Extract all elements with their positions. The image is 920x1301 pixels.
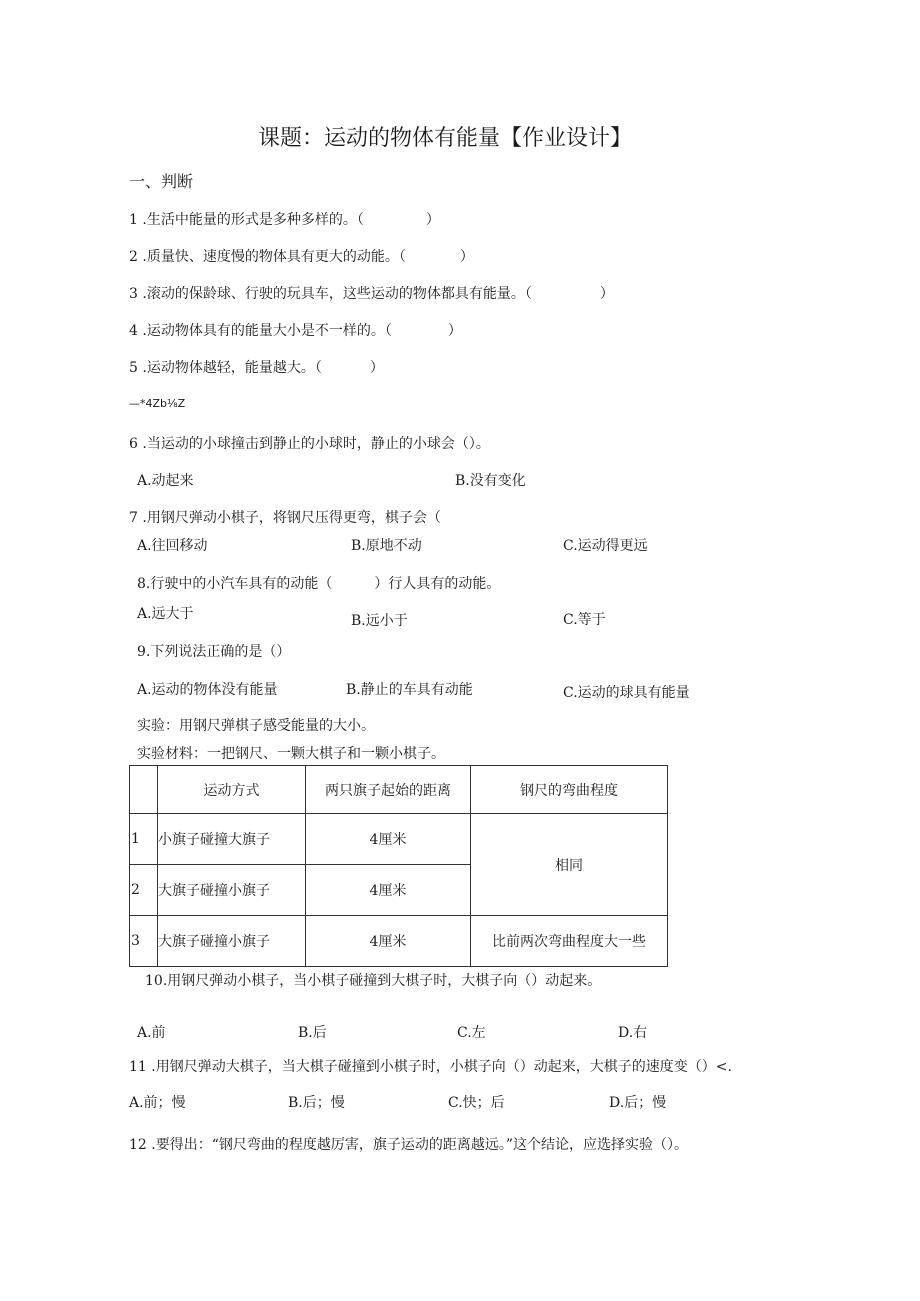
q11-option-c: C.快；后 [448,1095,505,1111]
q10-option-a: A.前 [137,1025,166,1041]
row-method: 小旗子碰撞大旗子 [158,814,306,865]
row-bend-merged: 相同 [471,814,668,916]
question-12: 12 .要得出：“钢尺弯曲的程度越厉害，旗子运动的距离越远。”这个结论，应选择实验（）。 [129,1137,689,1153]
question-11: 11 .用钢尺弹动大棋子，当大棋子碰撞到小棋子时，小棋子向（）动起来，大棋子的速度变（）<. [129,1059,732,1075]
q9-option-b: B.静止的车具有动能 [346,682,473,698]
table-row [130,814,668,865]
q10-option-d: D.右 [618,1025,648,1041]
header-cell-index [130,766,158,814]
row-index: 2 [130,865,158,916]
row-method: 大旗子碰撞小旗子 [158,865,306,916]
judge-question-1: 1 .生活中能量的形式是多种多样的。（ ） [129,212,440,228]
judge-question-2: 2 .质量快、速度慢的物体具有更大的动能。（ ） [129,249,474,265]
q11-option-d: D.后；慢 [609,1095,667,1111]
q7-option-a: A.往回移动 [137,538,208,554]
section-heading-judge: 一、判断 [129,172,194,191]
question-9: 9.下列说法正确的是（） [137,644,291,660]
header-cell-bend: 钢尺的弯曲程度 [471,766,668,814]
experiment-intro: 实验：用钢尺弹棋子感受能量的大小。 [137,718,375,734]
q6-option-b: B.没有变化 [455,473,526,489]
page-title: 课题：运动的物体有能量【作业设计】 [258,126,633,151]
row-bend: 比前两次弯曲程度大一些 [471,916,668,967]
table-row [130,916,668,967]
row-distance: 4厘米 [306,865,471,916]
q9-option-a: A.运动的物体没有能量 [137,682,278,698]
q8-option-c: C.等于 [563,612,606,628]
q6-option-a: A.动起来 [137,473,194,489]
judge-question-3: 3 .滚动的保龄球、行驶的玩具车，这些运动的物体都具有能量。（ ） [129,286,614,302]
judge-question-4: 4 .运动物体具有的能量大小是不一样的。（ ） [129,323,462,339]
q7-option-b: B.原地不动 [351,538,422,554]
row-index: 3 [130,916,158,967]
q10-option-b: B.后 [298,1025,327,1041]
q11-option-b: B.后；慢 [288,1095,345,1111]
experiment-materials: 实验材料：一把钢尺、一颗大棋子和一颗小棋子。 [137,746,445,762]
header-cell-method: 运动方式 [158,766,306,814]
table-header-row [130,766,668,814]
row-distance: 4厘米 [306,916,471,967]
row-distance: 4厘米 [306,814,471,865]
header-cell-distance: 两只旗子起始的距离 [306,766,471,814]
question-10: 10.用钢尺弹动小棋子，当小棋子碰撞到大棋子时，大棋子向（）动起来。 [145,973,602,989]
q8-option-b: B.远小于 [351,613,408,629]
q7-option-c: C.运动得更远 [563,538,648,554]
q8-option-a: A.远大于 [137,606,194,622]
judge-question-5: 5 .运动物体越轻，能量越大。（ ） [129,360,384,376]
row-index: 1 [130,814,158,865]
garbled-heading: —*4Zb⅛Z [129,397,186,410]
q10-option-c: C.左 [457,1025,486,1041]
question-6: 6 .当运动的小球撞击到静止的小球时，静止的小球会（）。 [129,436,490,452]
q11-option-a: A.前；慢 [129,1095,186,1111]
row-method: 大旗子碰撞小旗子 [158,916,306,967]
q9-option-c: C.运动的球具有能量 [563,685,690,701]
question-8: 8.行驶中的小汽车具有的动能（ ）行人具有的动能。 [137,576,501,592]
experiment-table [129,765,668,967]
question-7: 7 .用钢尺弹动小棋子，将钢尺压得更弯，棋子会（ [129,510,441,526]
